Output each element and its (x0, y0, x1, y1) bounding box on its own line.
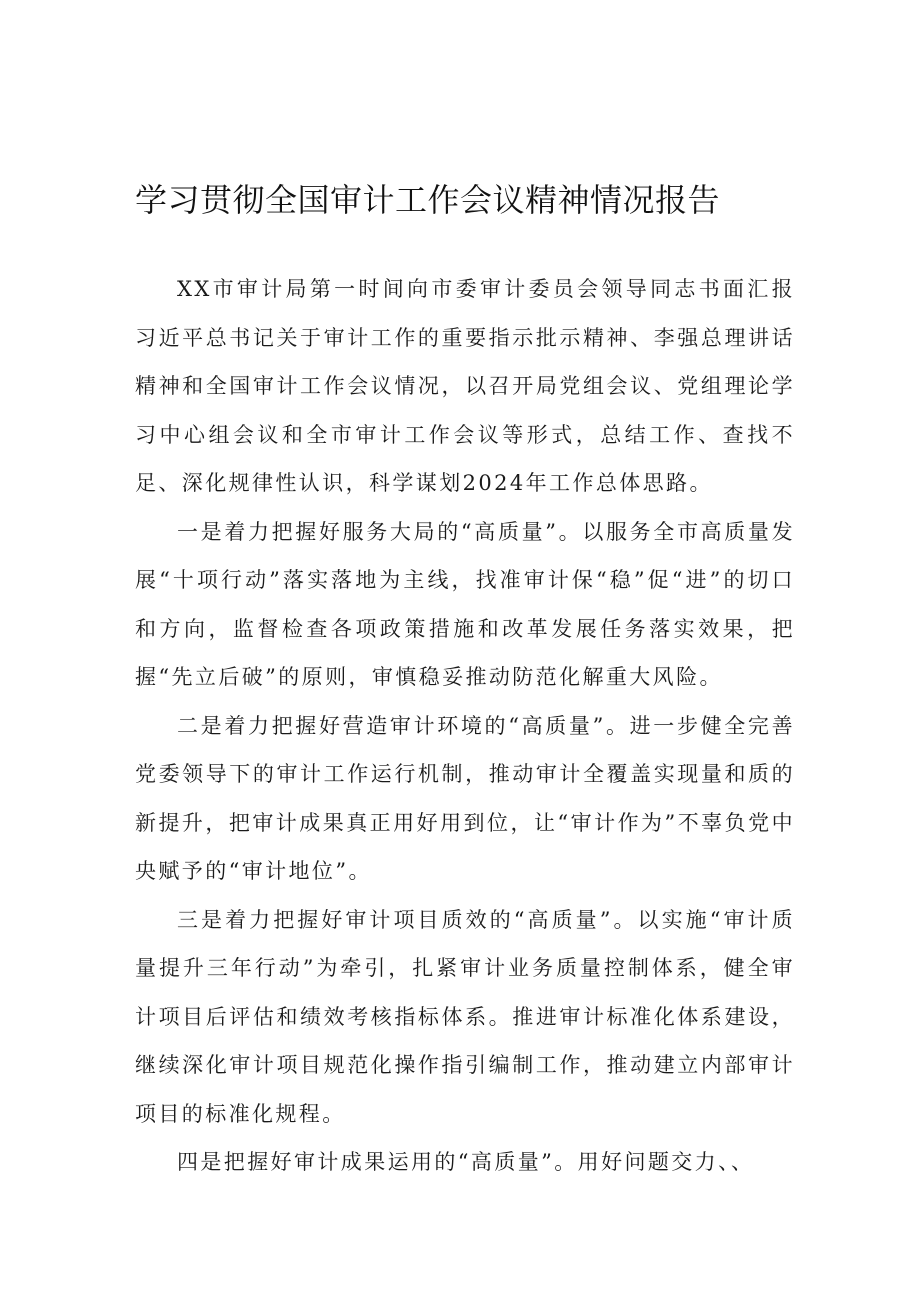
paragraph-intro: XX市审计局第一时间向市委审计委员会领导同志书面汇报习近平总书记关于审计工作的重要指示批示精神、李强总理讲话精神和全国审计工作会议情况，以召开局党组会议、党组理论学习中心组会议和全市审计工作会议等形式，总结工作、查找不足、深化规律性认识，科学谋划2024年工作总体思路。 (135, 277, 795, 495)
document-body (135, 265, 795, 1187)
paragraph-point-3: 三是着力把握好审计项目质效的“高质量”。以实施“审计质量提升三年行动”为牵引，扎紧审计业务质量控制体系，健全审计项目后评估和绩效考核指标体系。推进审计标准化体系建设，继续深化审计项目规范化操作指引编制工作，推动建立内部审计项目的标准化规程。 (135, 907, 795, 1126)
paragraph-point-4: 四是把握好审计成果运用的“高质量”。用好问题交力、、 (177, 1150, 755, 1174)
document-title: 学习贯彻全国审计工作会议精神情况报告 (135, 181, 721, 219)
paragraph-point-1: 一是着力把握好服务大局的“高质量”。以服务全市高质量发展“十项行动”落实落地为主线，找准审计保“稳”促“进”的切口和方向，监督检查各项政策措施和改革发展任务落实效果，把握“先立后破”的原则，审慎稳妥推动防范化解重大风险。 (135, 519, 795, 689)
paragraph-point-2: 二是着力把握好营造审计环境的“高质量”。进一步健全完善党委领导下的审计工作运行机制，推动审计全覆盖实现量和质的新提升，把审计成果真正用好用到位，让“审计作为”不辜负党中央赋予的“审计地位”。 (135, 713, 795, 883)
